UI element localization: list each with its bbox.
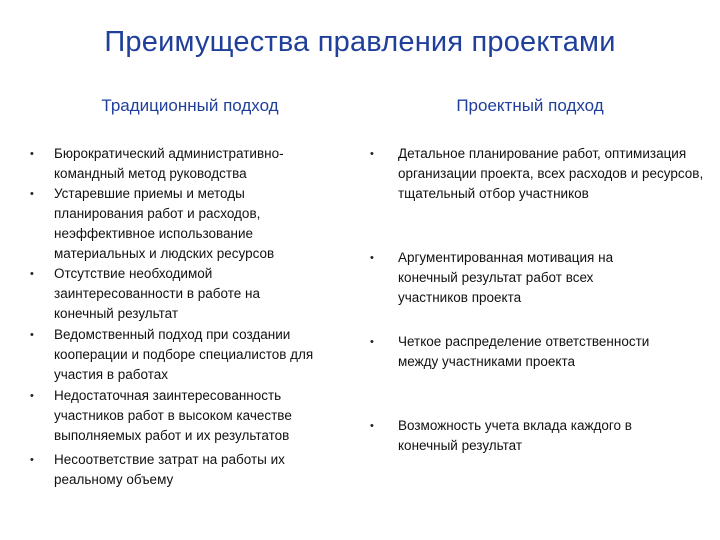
bullet-icon: •	[370, 336, 374, 348]
slide-title: Преимущества правления проектами	[104, 26, 616, 58]
bullet-icon: •	[30, 390, 34, 402]
project-item: Возможность учета вклада каждого в конечный результат	[398, 418, 632, 453]
bullet-icon: •	[30, 148, 34, 160]
traditional-item: Несоответствие затрат на работы их реальному объему	[54, 452, 285, 487]
traditional-item: Бюрократический административно-командный метод руководства	[54, 146, 284, 181]
bullet-icon: •	[30, 329, 34, 341]
bullet-icon: •	[370, 252, 374, 264]
bullet-icon: •	[370, 420, 374, 432]
traditional-item: Ведомственный подход при создании кооперации и подборе специалистов для участия в работах	[54, 327, 314, 382]
traditional-item: Недостаточная заинтересованность участников работ в высоком качестве выполняемых работ и их результатов	[54, 388, 292, 443]
bullet-icon: •	[30, 454, 34, 466]
project-item: Четкое распределение ответственности между участниками проекта	[398, 334, 650, 369]
traditional-item: Устаревшие приемы и методы планирования работ и расходов, неэффективное использование материальных и людских ресурсов	[54, 186, 275, 261]
bullet-icon: •	[30, 188, 34, 200]
bullet-icon: •	[30, 268, 34, 280]
bullet-icon: •	[370, 148, 374, 160]
traditional-item: Отсутствие необходимой заинтересованности в работе на конечный результат	[54, 266, 260, 321]
project-item: Аргументированная мотивация на конечный результат работ всех участников проекта	[398, 250, 614, 305]
project-heading: Проектный подход	[456, 96, 604, 115]
traditional-heading: Традиционный подход	[101, 96, 279, 115]
project-item: Детальное планирование работ, оптимизация организации проекта, всех расходов и ресурсов, тщательный отбор участников	[398, 146, 704, 201]
